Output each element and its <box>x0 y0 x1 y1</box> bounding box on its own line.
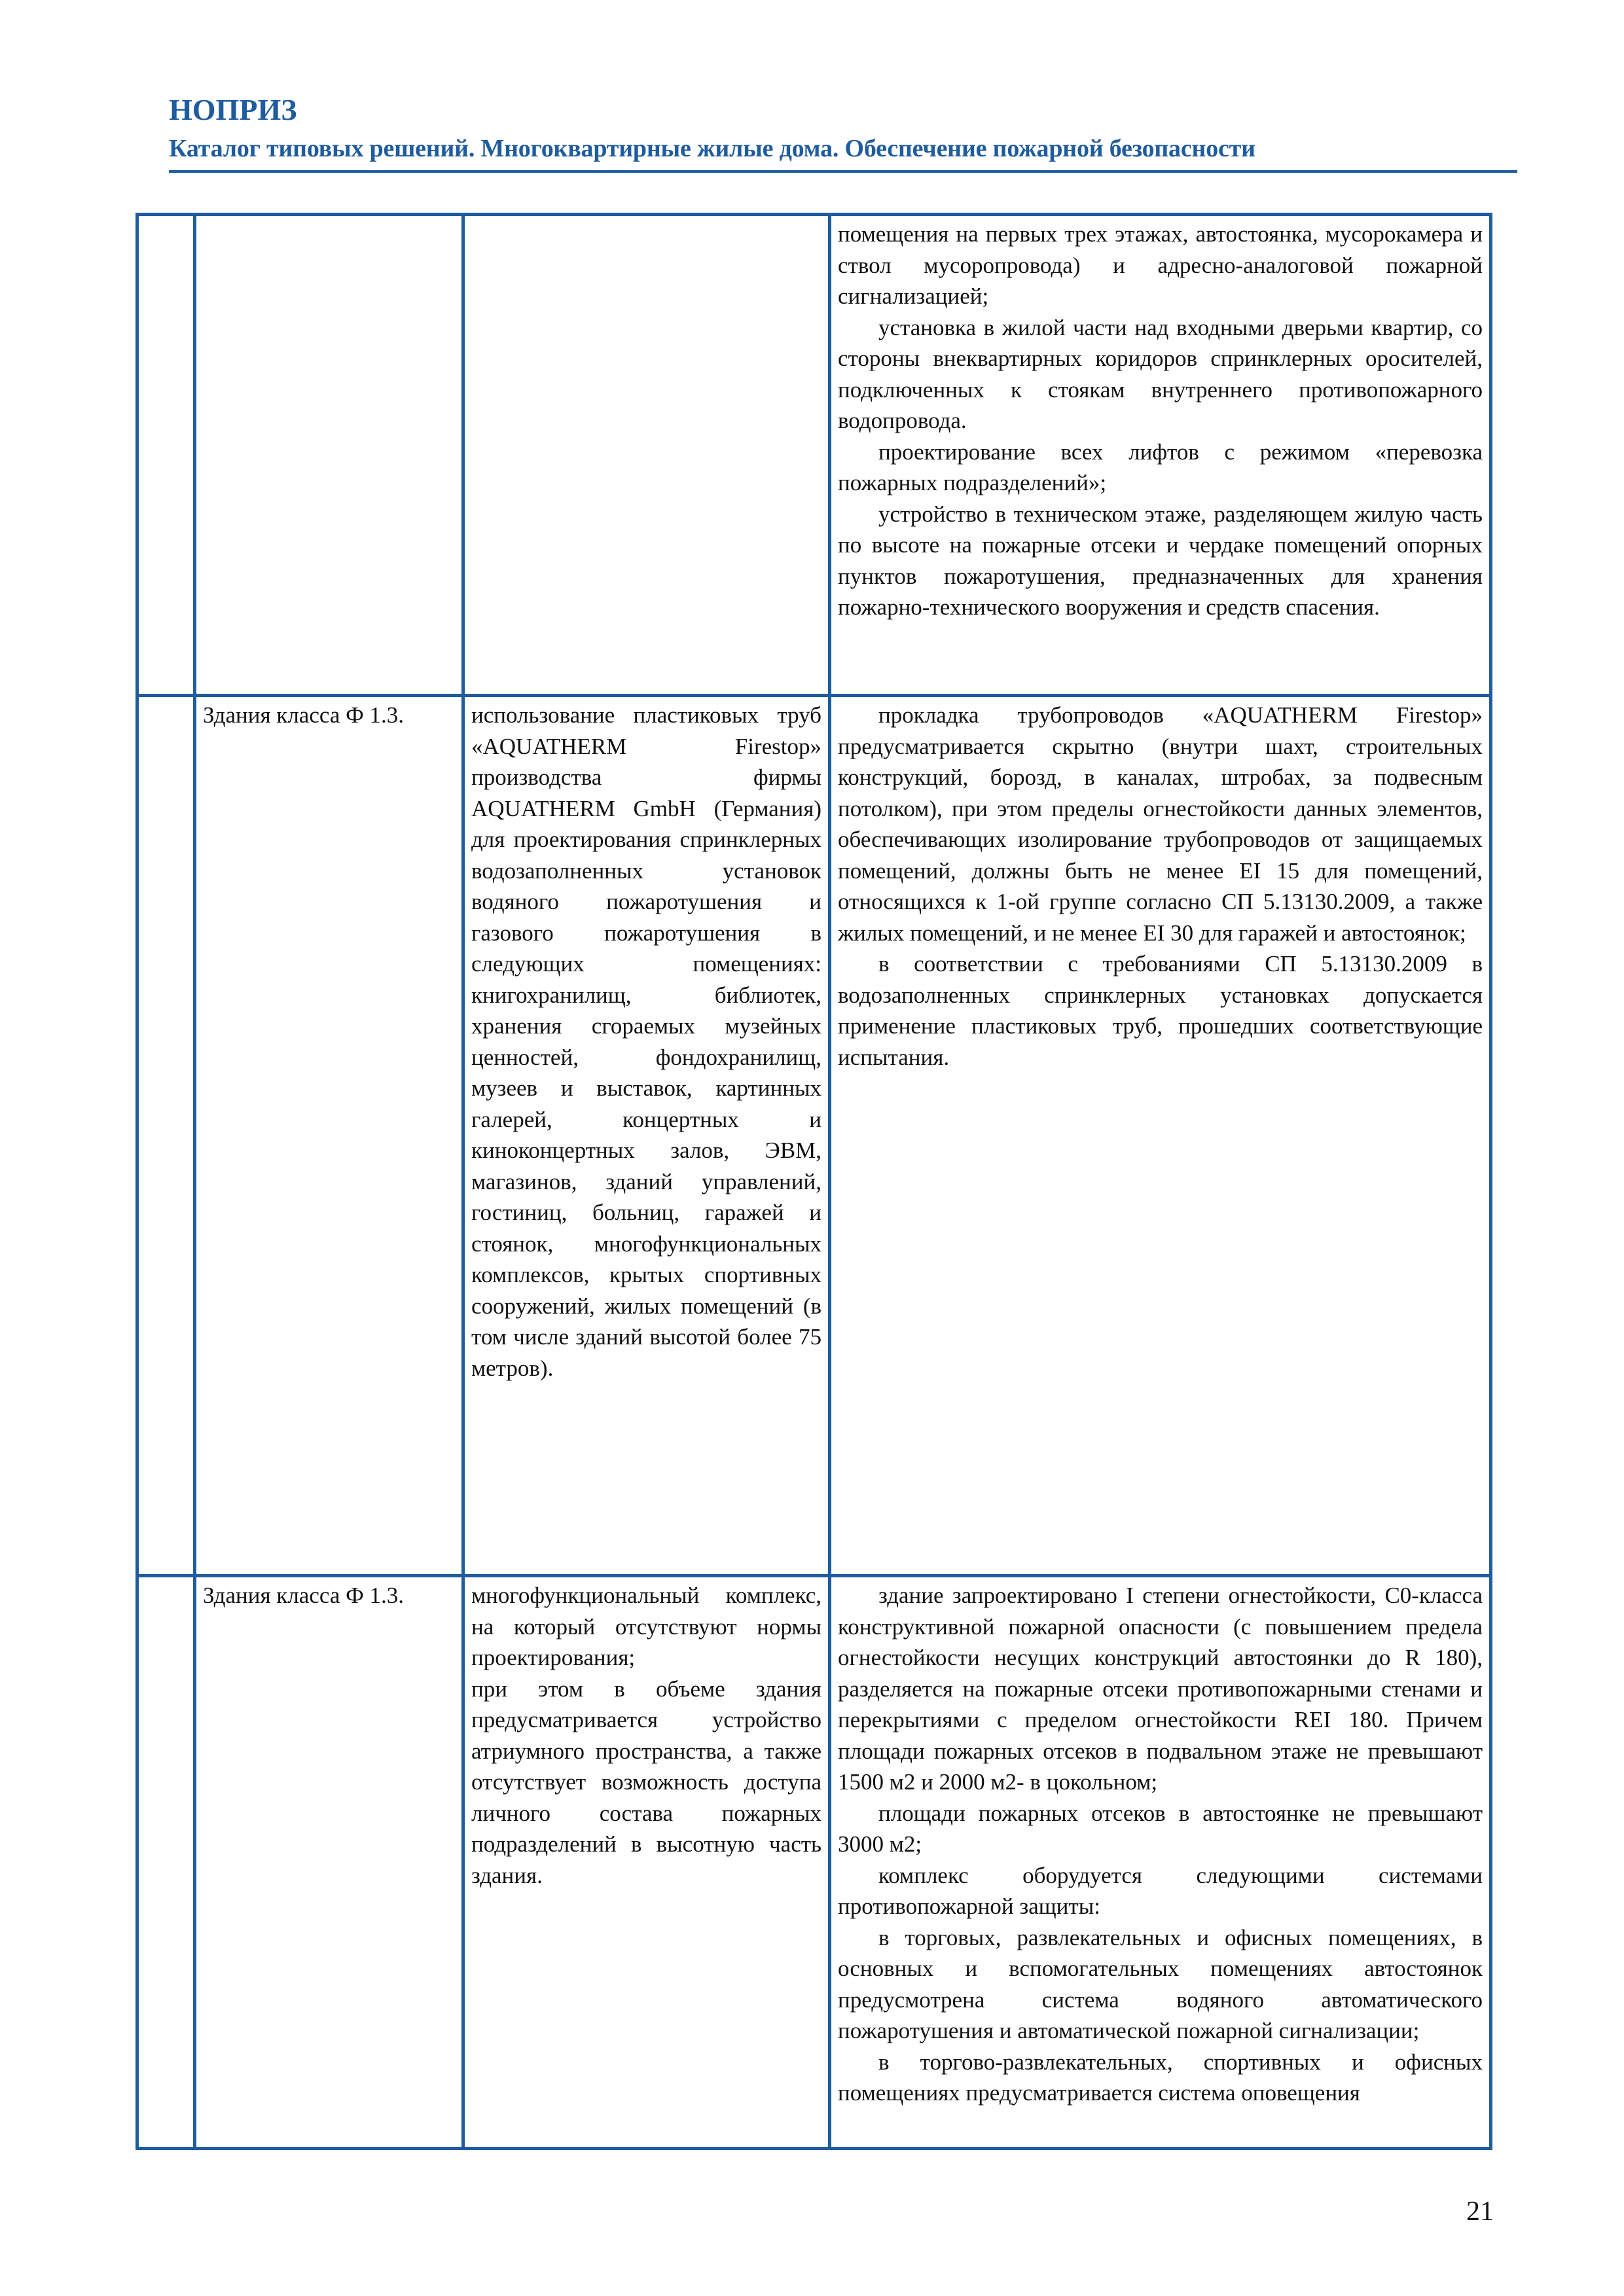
description-paragraph: в торгово-развлекательных, спортивных и офисных помещениях предусматривается система оповещения <box>838 2049 1483 2106</box>
solutions-table-body <box>137 215 1491 2149</box>
description-cell <box>830 1576 1491 2149</box>
description-paragraph: устройство в техническом этаже, разделяющем жилую часть по высоте на пожарные отсеки и чердаке помещений опорных пунктов пожаротушения, предназначенных для хранения пожарно-технического вооружения и средств спасения. <box>838 501 1483 620</box>
catalog-title: Каталог типовых решений. Многоквартирные жилые дома. Обеспечение пожарной безопасности <box>169 135 1255 162</box>
building-class-cell: Здания класса Ф 1.3. <box>195 696 463 1576</box>
decision-paragraph: многофункциональный комплекс, на который отсутствуют нормы проектирования; <box>471 1583 821 1670</box>
description-paragraph: установка в жилой части над входными дверьми квартир, со стороны внеквартирных коридоров спринклерных оросителей, подключенных к стоякам внутреннего противопожарного водопровода. <box>838 314 1483 433</box>
row-number-cell <box>137 696 195 1576</box>
header-divider <box>169 170 1517 173</box>
organization-name: НОПРИЗ <box>169 93 297 126</box>
description-cell <box>830 696 1491 1576</box>
description-paragraph: в соответствии с требованиями СП 5.13130.2009 в водозаполненных спринклерных установках допускается применение пластиковых труб, прошедших соответствующие испытания. <box>838 951 1483 1070</box>
building-class-cell <box>195 215 463 696</box>
page-number: 21 <box>1466 2197 1494 2227</box>
decision-cell <box>463 215 830 696</box>
description-paragraph: комплекс оборудуется следующими системами противопожарной защиты: <box>838 1862 1483 1919</box>
description-paragraph: проектирование всех лифтов с режимом «перевозка пожарных подразделений»; <box>838 439 1483 495</box>
decision-paragraph: использование пластиковых труб «AQUATHERM Firestop» производства фирмы AQUATHERM GmbH (Германия) для проектирования спринклерных водозаполненных установок водяного пожаротушения и газового пожаротушения в следующих помещениях: книгохранилищ, библиотек, хранения сгораемых музейных ценностей, фондохранилищ, музеев и выставок, картинных галерей, концертных и киноконцертных залов, ЭВМ, магазинов, зданий управлений, гостиниц, больниц, гаражей и стоянок, многофункциональных комплексов, крытых спортивных сооружений, жилых помещений (в том числе зданий высотой более 75 метров). <box>471 702 821 1381</box>
document-header <box>169 90 1517 168</box>
table-row <box>137 215 1491 696</box>
building-class-cell: Здания класса Ф 1.3. <box>195 1576 463 2149</box>
row-number-cell <box>137 215 195 696</box>
row-number-cell <box>137 1576 195 2149</box>
description-paragraph: в торговых, развлекательных и офисных помещениях, в основных и вспомогательных помещениях автостоянок предусмотрена система водяного автоматического пожаротушения и автоматической пожарной сигнализации; <box>838 1924 1483 2043</box>
decision-paragraph: при этом в объеме здания предусматривается устройство атриумного пространства, а также отсутствует возможность доступа личного состава пожарных подразделений в высотную часть здания. <box>471 1676 821 1888</box>
description-paragraph: помещения на первых трех этажах, автостоянка, мусорокамера и ствол мусоропровода) и адресно-аналоговой пожарной сигнализацией; <box>838 221 1483 309</box>
description-cell <box>830 215 1491 696</box>
description-paragraph: прокладка трубопроводов «AQUATHERM Firestop» предусматривается скрытно (внутри шахт, строительных конструкций, борозд, в каналах, штробах, за подвесным потолком), при этом пределы огнестойкости данных элементов, обеспечивающих изолирование трубопроводов от защищаемых помещений, должны быть не менее EI 15 для помещений, относящихся к 1-ой группе согласно СП 5.13130.2009, а также жилых помещений, и не менее EI 30 для гаражей и автостоянок; <box>838 702 1483 946</box>
solutions-table <box>135 213 1492 2150</box>
description-paragraph: здание запроектировано I степени огнестойкости, С0-класса конструктивной пожарной опасности (с повышением предела огнестойкости несущих конструкций автостоянки до R 180), разделяется на пожарные отсеки противопожарными стенами и перекрытиями с пределом огнестойкости REI 180. Причем площади пожарных отсеков в подвальном этаже не превышают 1500 м2 и 2000 м2- в цокольном; <box>838 1583 1483 1795</box>
decision-cell <box>463 1576 830 2149</box>
decision-cell <box>463 696 830 1576</box>
table-row <box>137 696 1491 1576</box>
table-row <box>137 1576 1491 2149</box>
description-paragraph: площади пожарных отсеков в автостоянке не превышают 3000 м2; <box>838 1800 1483 1857</box>
